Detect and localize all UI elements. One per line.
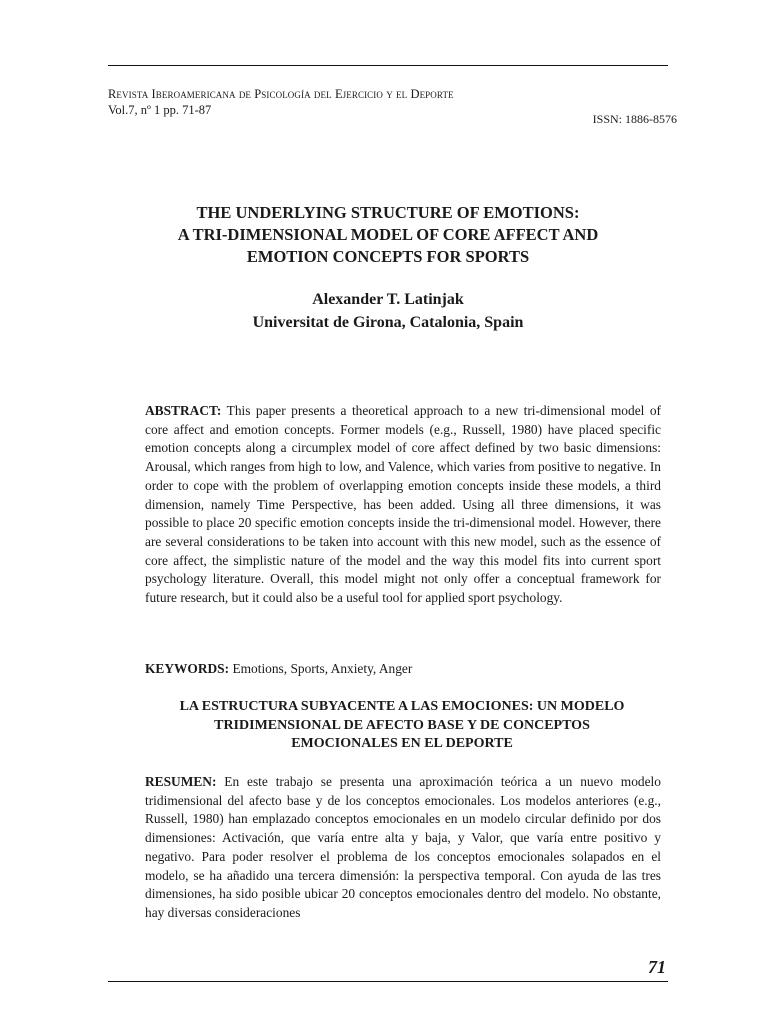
spanish-title [140, 698, 664, 754]
page-number: 71 [648, 957, 666, 977]
top-rule [108, 65, 668, 66]
issn: ISSN: 1886-8576 [592, 112, 677, 126]
resumen-label: RESUMEN: [145, 774, 217, 789]
bottom-rule [108, 981, 668, 982]
keywords [145, 660, 661, 679]
abstract-label: ABSTRACT: [145, 403, 222, 418]
title-line-3: EMOTION CONCEPTS FOR SPORTS [246, 247, 530, 266]
author-name: Alexander T. Latinjak [312, 291, 464, 308]
paper-title [108, 202, 668, 268]
resumen [145, 773, 661, 923]
author-affiliation: Universitat de Girona, Catalonia, Spain [252, 314, 524, 331]
author-block [108, 288, 668, 334]
abstract [145, 402, 661, 608]
title-line-2: A TRI-DIMENSIONAL MODEL OF CORE AFFECT AND [177, 225, 599, 244]
journal-name: Revista Iberoamericana de Psicología del Ejercicio y el Deporte [108, 87, 454, 101]
keywords-label: KEYWORDS: [145, 661, 230, 676]
spanish-title-line-1: LA ESTRUCTURA SUBYACENTE A LAS EMOCIONES: UN MODELO [179, 699, 625, 714]
volume-info: Vol.7, nº 1 pp. 71-87 [108, 103, 212, 117]
spanish-title-line-2: TRIDIMENSIONAL DE AFECTO BASE Y DE CONCEPTOS [214, 717, 590, 733]
title-line-1: THE UNDERLYING STRUCTURE OF EMOTIONS: [196, 203, 580, 222]
abstract-text: This paper presents a theoretical approach to a new tri-dimensional model of core affect and emotion concepts. Former models (e.g., Russell, 1980) have placed specific emotion concepts along a circumplex model of core affect defined by two basic dimensions: Arousal, which ranges from high to low, and Valence, which varies from positive to negative. In order to cope with the problem of overlapping emotion concepts inside these models, a third dimension, namely Time Perspective, has been added. Using all three dimensions, it was possible to place 20 specific emotion concepts inside the tri-dimensional model. However, there are several considerations to be taken into account with this new model, such as the essence of core affect, the simplistic nature of the model and the way this model fits into current sport psychology literature. Overall, this model might not only offer a conceptual framework for future research, but it could also be a useful tool for applied sport psychology. [145, 403, 662, 606]
spanish-title-line-3: EMOCIONALES EN EL DEPORTE [291, 736, 513, 751]
resumen-text: En este trabajo se presenta una aproximación teórica a un nuevo modelo tridimensional del afecto base y de los conceptos emocionales. Los modelos anteriores (e.g., Russell, 1980) han emplazado conceptos emocionales en un modelo circular definido por dos dimensiones: Activación, que varía entre alta y baja, y Valor, que varía entre positivo y negativo. Para poder resolver el problema de los conceptos emocionales solapados en el modelo, se ha añadido una tercera dimensión: la perspectiva temporal. Con ayuda de las tres dimensiones, ha sido posible ubicar 20 conceptos emocionales dentro del modelo. No obstante, hay diversas consideraciones [145, 774, 661, 920]
keywords-text: Emotions, Sports, Anxiety, Anger [232, 661, 413, 676]
